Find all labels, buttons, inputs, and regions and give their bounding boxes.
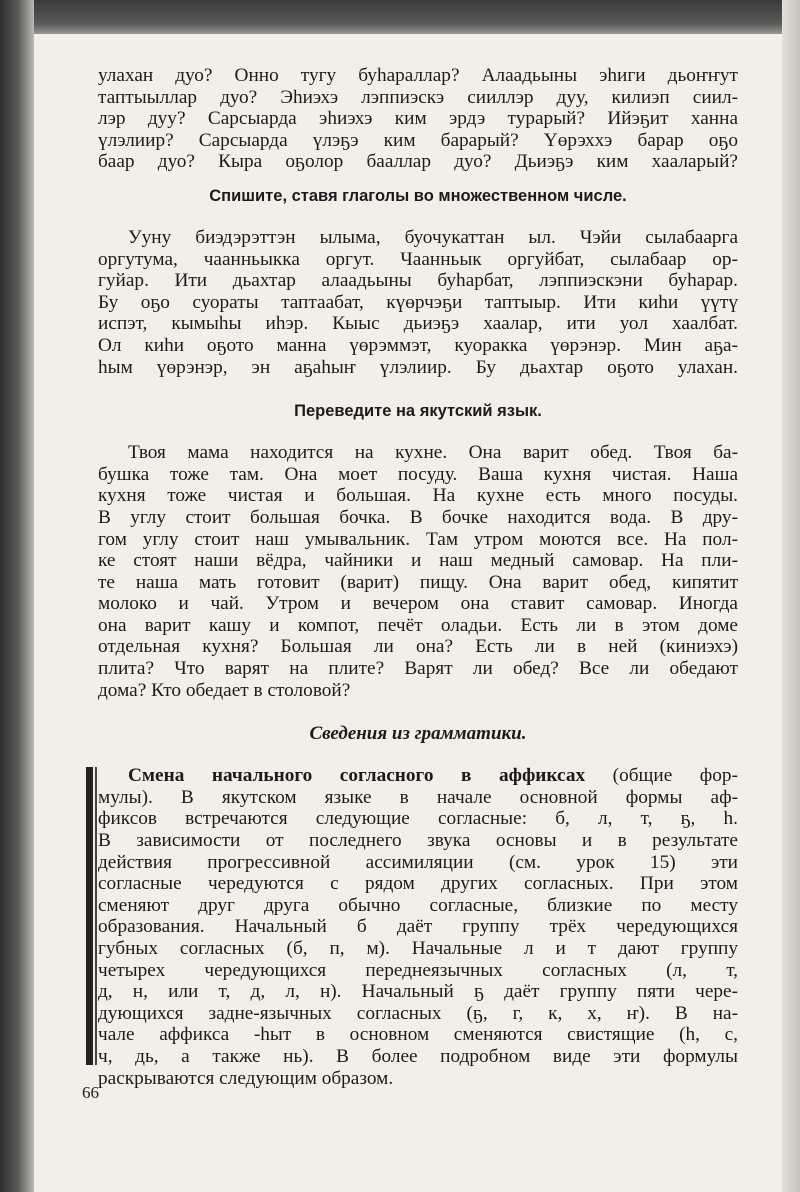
- text-line: четырех чередующихся переднеязычных согласных (л, т,: [98, 959, 738, 981]
- text-line: чале аффикса -hыт в основном сменяются свистящие (h, с,: [98, 1024, 738, 1046]
- text-line: действия прогрессивной ассимиляции (см. урок 15) эти: [98, 851, 738, 873]
- paragraph-2: [98, 227, 738, 378]
- grammar-box: [98, 765, 738, 1089]
- margin-rule-thin: [95, 767, 97, 1065]
- spacer: [98, 173, 738, 185]
- text-line: таптыыллар дуо? Эhиэхэ лэппиэскэ сииллэр дуу, килиэп сиил-: [98, 86, 738, 108]
- text-line: губных согласных (б, п, м). Начальные л и т дают группу: [98, 938, 738, 959]
- text-line: үлэлиир? Сарсыарда үлэҕэ ким барарый? Үөрэххэ барар оҕо: [98, 129, 738, 151]
- text-line: дома? Кто обедает в столовой?: [98, 679, 351, 701]
- grammar-line-rest: (общие фор-: [585, 765, 738, 787]
- page-number: 66: [82, 1083, 99, 1102]
- spacer: [98, 701, 738, 723]
- spacer: [98, 422, 738, 442]
- text-line: ч, дь, а также нь). В более подробном виде эти формулы: [98, 1045, 738, 1067]
- text-line: образования. Начальный б даёт группу трёх чередующихся: [98, 916, 738, 938]
- scan-left-edge: [0, 0, 34, 1192]
- text-line: согласные чередуются с рядом других согласных. При этом: [98, 873, 738, 895]
- paragraph-3: [98, 442, 738, 701]
- paragraph-1: [98, 65, 738, 173]
- text-line: отдельная кухня? Большая ли она? Есть ли в ней (киниэхэ): [98, 636, 738, 658]
- text-line: В углу стоит большая бочка. В бочке находится вода. В дру-: [98, 506, 738, 528]
- exercise-heading-2: Переведите на якутский язык.: [294, 402, 542, 421]
- text-line: молоко и чай. Утром и вечером она ставит самовар. Иногда: [98, 593, 738, 615]
- grammar-heading: Сведения из грамматики.: [309, 723, 527, 745]
- text-line: раскрываются следующим образом.: [98, 1067, 394, 1089]
- text-line: гом углу стоит наш умывальник. Там утром моются все. На пол-: [98, 528, 738, 550]
- text-line: бушка тоже там. Она моет посуду. Ваша кухня чистая. Наша: [98, 463, 738, 485]
- spacer: [98, 207, 738, 227]
- exercise-heading-1: Спишите, ставя глаголы во множественном числе.: [209, 186, 627, 205]
- text-line: баар дуо? Кыра оҕолор бааллар дуо? Дьиэҕэ ким хааларый?: [98, 151, 738, 173]
- text-line: дующихся задне-язычных согласных (ҕ, г, к, х, ҥ). В на-: [98, 1002, 738, 1024]
- text-line: Твоя мама находится на кухне. Она варит обед. Твоя ба-: [128, 442, 738, 464]
- page-content: [98, 65, 738, 1089]
- grammar-term: Смена начального согласного в аффиксах: [128, 765, 586, 787]
- scan-top-edge: [0, 0, 800, 34]
- spacer: [98, 378, 738, 400]
- text-line: сменяют друг друга обычно согласные, близкие по месту: [98, 894, 738, 916]
- text-line: мулы). В якутском языке в начале основной формы аф-: [98, 786, 738, 808]
- text-line: ке стоят наши вёдра, чайники и наш медный самовар. На пли-: [98, 550, 738, 572]
- text-line: испэт, кымыhы иhэр. Кыыс дьиэҕэ хаалар, ити уол хаалбат.: [98, 313, 738, 335]
- text-line: [98, 765, 738, 787]
- text-line: hым үөрэнэр, эн аҕаhыҥ үлэлиир. Бу дьахтар оҕото улахан.: [98, 356, 738, 378]
- text-line: Бу оҕо суораты таптаабат, күөрчэҕи таптыыр. Ити киhи үүтү: [98, 291, 738, 313]
- text-line: лэр дуу? Сарсыарда эhиэхэ ким эрдэ турарый? Ийэҕит ханна: [98, 108, 738, 130]
- margin-rule-thick: [86, 767, 93, 1065]
- text-line: плита? Что варят на плите? Варят ли обед? Все ли обедают: [98, 658, 738, 680]
- text-line: те наша мать готовит (варит) пищу. Она варит обед, кипятит: [98, 571, 738, 593]
- text-line: д, н, или т, д, л, н). Начальный ҕ даёт группу пяти чере-: [98, 981, 738, 1003]
- text-line: оргутума, чаанньыкка оргут. Чаанньык оргуйбат, сылабаар ор-: [98, 248, 738, 270]
- text-line: В зависимости от последнего звука основы и в результате: [98, 830, 738, 852]
- text-line: кухня тоже чистая и большая. На кухне есть много посуды.: [98, 485, 738, 507]
- text-line: Ол киhи оҕото манна үөрэммэт, куоракка үөрэнэр. Мин аҕа-: [98, 334, 738, 356]
- scan-right-edge: [782, 0, 800, 1192]
- text-line: она варит кашу и компот, печёт оладьи. Есть ли в этом доме: [98, 614, 738, 636]
- text-line: Ууну биэдэрэттэн ылыма, буочукаттан ыл. Чэйи сылабаарга: [128, 226, 738, 248]
- spacer: [98, 745, 738, 765]
- text-line: фиксов встречаются следующие согласные: б, л, т, ҕ, h.: [98, 808, 738, 830]
- text-line: гуйар. Ити дьахтар алаадьыны буhарбат, лэппиэскэни буhарар.: [98, 270, 738, 292]
- text-line: улахан дуо? Онно тугу буhараллар? Алаадьыны эhиги дьоҥҥут: [98, 65, 738, 86]
